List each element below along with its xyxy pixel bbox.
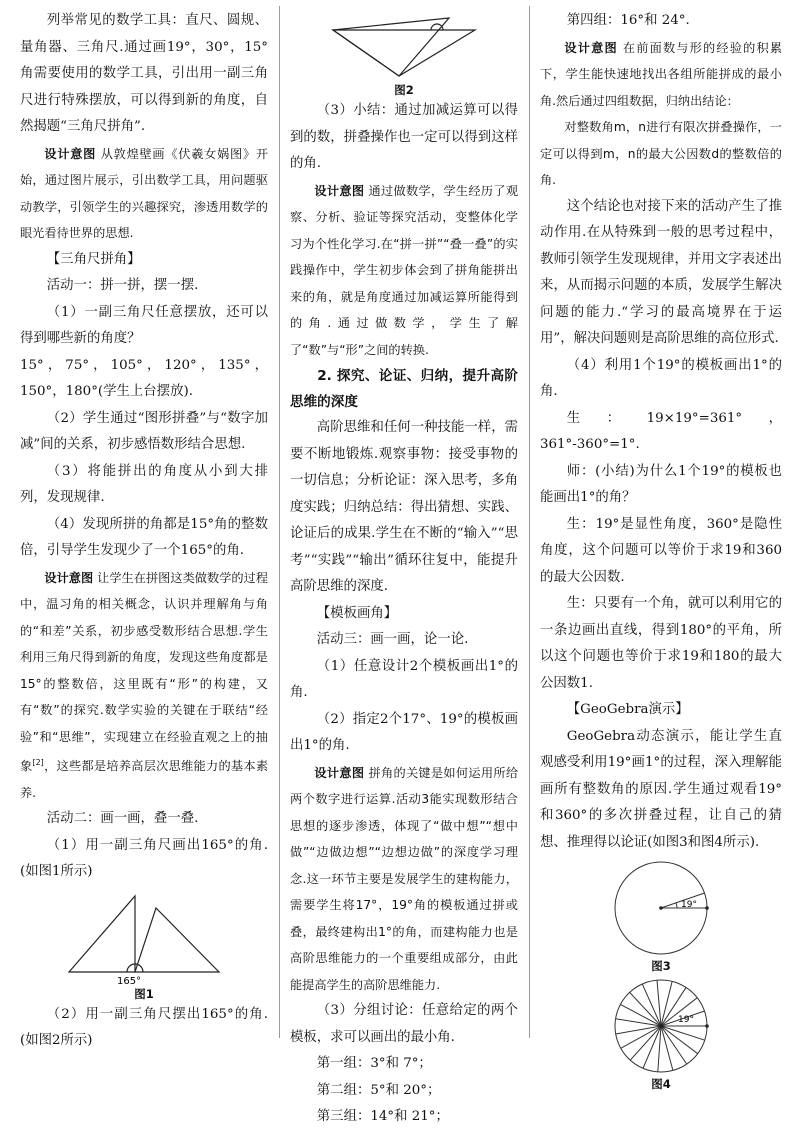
fig4-angle-label: 19°: [678, 1015, 694, 1025]
group-2: 第二组：5°和 20°；: [316, 1082, 441, 1098]
column-divider-left: [279, 6, 280, 1038]
activity-1-title: 活动一：拼一拼，摆一摆.: [46, 278, 199, 293]
template-task-4: （4）利用1个19°的模板画出1°的角.: [540, 357, 782, 399]
role-paragraph: 这个结论也对接下来的活动产生了推动作用.在从特殊到一般的思考过程中，教师引领学生发现规律，并用文字表述出来，从而揭示问题的本质，发展学生解决问题的能力.“学习的最高境界在于运用”，解决问题则是高阶思维的高位形式.: [540, 198, 782, 346]
group-4: 第四组：16°和 24°.: [566, 13, 690, 28]
fig1-angle-label: 165°: [117, 975, 142, 986]
activity-3-title: 活动三：画一画，论一论.: [316, 632, 469, 647]
fig4-spoke: [630, 992, 661, 1026]
design-intent-label: 设计意图: [44, 146, 97, 161]
activity-2-title: 活动二：画一画，叠一叠.: [46, 811, 199, 827]
fig3-edge-point: [705, 906, 709, 910]
design-intent-label: 设计意图: [314, 183, 365, 198]
fig3-center-point: [659, 906, 663, 910]
design-intent-label: 设计意图: [44, 570, 94, 585]
fig4-spoke: [661, 1026, 673, 1070]
design-intent-text: 让学生在拼图这类做数学的过程中，温习角的相关概念，认识并理解角与角的“和差”关系，初步感受数形结合思想.学生利用三角尺得到新的角度，发现这些角度都是15°的整数倍，这里既有“形”的构建，又有“数”的探究.数学实验的关键在于联结“经验”和“思维”，实现建立在经验直观之上的抽象: [20, 570, 269, 774]
group-1: 第一组：3°和 7°；: [316, 1056, 432, 1071]
design-intent-label: 设计意图: [314, 765, 365, 780]
teacher-question: 师：(小结)为什么1个19°的模板也能画出1°的角？: [540, 463, 782, 505]
fig1-triangle-left: [69, 896, 135, 972]
fig4-spoke: [661, 981, 672, 1026]
figure-4-caption: 图4: [651, 1077, 671, 1091]
figure-1-diagram: [59, 888, 229, 986]
template-task-1: （1）任意设计2个模板画出1°的角.: [290, 658, 518, 700]
summary-3: （3）小结：通过加减运算可以得到的数，拼叠操作也一定可以得到这样的角.: [290, 103, 518, 171]
question-1-answer: 15°，75°，105°，120°，135°，150°，180°(学生上台摆放).: [20, 357, 268, 399]
design-intent-5: [540, 35, 782, 115]
geogebra-paragraph: GeoGebra动态演示，能让学生直观感受利用19°画1°的过程，深入理解能画所有整数角的原因.学生通过观看19°和360°的多次拼叠过程，让自己的猜想、推理得以论证(如图3和图4所示).: [540, 728, 782, 850]
column-1: [20, 8, 268, 1055]
design-intent-text: 在前面数与形的经验的积累下，学生能快速地找出各组所能拼成的最小角.然后通过四组数据，归纳出结论：: [540, 40, 783, 108]
student-answer-3: 生：只要有一个角，就可以利用它的一条边画出直线，得到180°的平角，所以这个问题也等价于求19和180的最大公因数1.: [540, 596, 782, 691]
section-heading-2: 2. 探究、论证、归纳，提升高阶思维的深度: [290, 368, 518, 410]
figure-2-diagram: [329, 10, 479, 82]
fig1-triangle-right: [135, 908, 219, 972]
question-2: （2）学生通过“图形拼叠”与“数字加减”间的关系，初步感悟数形结合思想.: [20, 410, 268, 452]
question-4: （4）发现所拼的角都是15°角的整数倍，引导学生发现少了一个165°的角.: [20, 516, 268, 558]
student-answer-2: 生：19°是显性角度，360°是隐性角度，这个问题可以等价于求19和360的最大公因数.: [540, 516, 782, 585]
group-3: 第三组：14°和 21°；: [316, 1109, 449, 1124]
design-intent-1: [20, 141, 268, 247]
fig4-spoke: [661, 1026, 687, 1064]
conclusion-statement: 对整数角m，n进行有限次拼叠操作，一定可以得到m，n的最大公因数d的整数倍的角.: [540, 120, 782, 187]
design-intent-text: 拼角的关键是如何运用所给两个数字进行运算.活动3能实现数形结合思想的逐步渗透，体现了“做中想”“想中做”“边做边想”“边想边做”的深度学习理念.这一环节主要是发展学生的建构能力，需要学生将17°，19°角的模板通过拼或叠，最终建构出1°的角，而建构能力也是高阶思维能力的一个重要组成部分，由此能提高学生的高阶思维能力.: [290, 765, 519, 992]
deep-thinking-paragraph: 高阶思维和任何一种技能一样，需要不断地锻炼.观察事物：接受事物的一切信息；分析论证：深入思考，多角度实践；归纳总结：得出猜想、实践、论证后的成果.学生在不断的“输入”“思考”“实践”“输出”循环往复中，能提升高阶思维的深度.: [290, 420, 518, 594]
section-tag-geogebra: 【GeoGebra演示】: [566, 702, 689, 717]
figure-3-caption: 图3: [651, 959, 671, 973]
design-intent-text: 从敦煌壁画《伏羲女娲图》开始，通过图片展示，引出数学工具，用问题驱动教学，引领学生的兴趣探究，渗透用数学的眼光看待世界的思想.: [20, 146, 269, 240]
template-task-2: （2）指定2个17°、19°的模板画出1°的角.: [290, 711, 518, 753]
figure-1-caption: 图1: [134, 986, 154, 1001]
column-2: [290, 8, 518, 1131]
fig4-center-point: [659, 1024, 663, 1028]
reference-mark: [2]: [32, 758, 44, 767]
fig4-edge-point: [705, 1024, 709, 1028]
figure-4-diagram: [611, 976, 711, 1076]
student-answer-1: 生：19×19°=361°，361°-360°=1°.: [540, 410, 782, 452]
fig4-spoke: [630, 1026, 661, 1060]
template-task-3: （3）分组讨论：任意给定的两个模板，求可以画出的最小角.: [290, 1003, 518, 1045]
design-intent-4: [290, 760, 518, 999]
column-3: [540, 8, 782, 1092]
draw-step-1: （1）用一副三角尺画出165°的角.(如图1所示): [20, 837, 268, 880]
question-3: （3）将能拼出的角度从小到大排列，发现规律.: [20, 463, 268, 505]
design-intent-2: [20, 565, 268, 807]
draw-step-2: （2）用一副三角尺摆出165°的角.(如图2所示): [20, 1006, 268, 1049]
design-intent-label: 设计意图: [564, 40, 618, 55]
question-1: （1）一副三角尺任意摆放，还可以得到哪些新的角度？: [20, 304, 268, 346]
figure-3-diagram: [611, 858, 711, 958]
figure-2-caption: 图2: [394, 83, 414, 97]
design-intent-tail: ，这些都是培养高层次思维能力的基本素养.: [20, 759, 269, 800]
intro-paragraph: 列举常见的数学工具：直尺、圆规、量角器、三角尺.通过画19°，30°，15°角需要使用的数学工具，引出用一副三角尺进行特殊摆放，可以得到新的角度，自然揭题“三角尺拼角”.: [20, 13, 268, 134]
column-divider-right: [529, 6, 530, 1038]
fig3-angle-label: 19°: [681, 900, 697, 910]
design-intent-text: 通过做数学，学生经历了观察、分析、验证等探究活动，变整体化学习为个性化学习.在“拼一拼”“叠一叠”的实践操作中，学生初步体会到了拼角能拼出来的角，就是角度通过加减运算所能得到的角.通过做数学，学生了解了“数”与“形”之间的转换.: [290, 183, 519, 357]
section-tag-template: 【模板画角】: [316, 605, 398, 621]
fig4-spoke: [661, 1026, 705, 1040]
fig2-triangle-outer: [333, 30, 475, 76]
section-tag-triangle: 【三角尺拼角】: [46, 251, 141, 267]
fig3-angle-arc: [676, 903, 677, 908]
design-intent-3: [290, 178, 518, 364]
